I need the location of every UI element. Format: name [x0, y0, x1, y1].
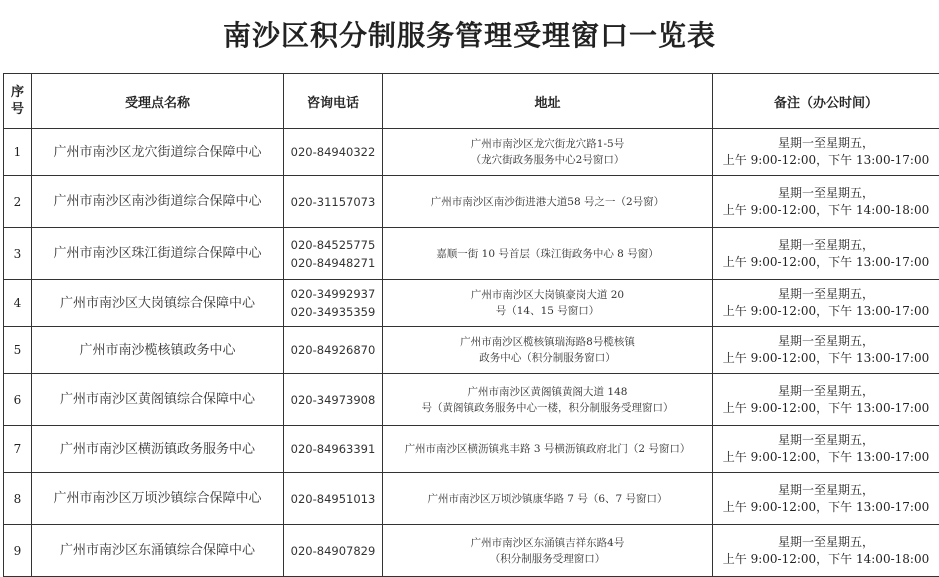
row-address-line: （积分制服务受理窗口）	[385, 551, 710, 567]
row-address-cell	[383, 327, 713, 374]
row-address-cell	[383, 228, 713, 280]
row-address-line: 广州市南沙区南沙街进港大道58 号之一（2号窗）	[385, 194, 710, 210]
row-phone-cell	[284, 374, 383, 426]
row-phone-number: 020-34935359	[286, 303, 380, 321]
row-phone-number: 020-84951013	[286, 490, 380, 508]
table-row	[4, 525, 939, 577]
row-office-hours: 上午 9:00-12:00，下午 13:00-17:00	[715, 254, 937, 271]
row-office-name: 广州市南沙区万顷沙镇综合保障中心	[32, 473, 284, 525]
row-office-hours: 上午 9:00-12:00，下午 14:00-18:00	[715, 551, 937, 568]
row-phone-number: 020-34973908	[286, 391, 380, 409]
row-office-hours-cell	[713, 327, 939, 374]
row-index: 9	[4, 525, 32, 577]
table-row	[4, 426, 939, 473]
row-office-name: 广州市南沙区龙穴街道综合保障中心	[32, 129, 284, 176]
row-index: 4	[4, 280, 32, 327]
row-address-cell	[383, 176, 713, 228]
row-office-hours-cell	[713, 280, 939, 327]
row-office-name: 广州市南沙区东涌镇综合保障中心	[32, 525, 284, 577]
row-office-days: 星期一至星期五，	[715, 432, 937, 449]
row-office-hours: 上午 9:00-12:00，下午 13:00-17:00	[715, 449, 937, 466]
table-header-row	[4, 74, 939, 129]
row-index: 6	[4, 374, 32, 426]
row-phone-number: 020-34992937	[286, 285, 380, 303]
row-address-line: 号（14、15 号窗口）	[385, 303, 710, 319]
row-phone-number: 020-84948271	[286, 254, 380, 272]
row-address-line: 广州市南沙区横沥镇兆丰路 3 号横沥镇政府北门（2 号窗口）	[385, 441, 710, 457]
header-index-line1: 序	[6, 84, 29, 101]
row-address-line: 号（黄阁镇政务服务中心一楼，积分制服务受理窗口）	[385, 400, 710, 416]
service-window-table	[3, 73, 939, 577]
row-phone-number: 020-84926870	[286, 341, 380, 359]
row-office-name: 广州市南沙区珠江街道综合保障中心	[32, 228, 284, 280]
service-window-table-container	[3, 73, 939, 577]
header-phone: 咨询电话	[284, 74, 383, 129]
row-office-days: 星期一至星期五，	[715, 383, 937, 400]
table-row	[4, 280, 939, 327]
row-office-hours-cell	[713, 228, 939, 280]
row-address-line: 广州市南沙区黄阁镇黄阁大道 148	[385, 384, 710, 400]
page-title: 南沙区积分制服务管理受理窗口一览表	[0, 0, 939, 50]
row-phone-cell	[284, 228, 383, 280]
row-address-line: （龙穴街政务服务中心2号窗口）	[385, 152, 710, 168]
row-office-name: 广州市南沙区大岗镇综合保障中心	[32, 280, 284, 327]
row-office-days: 星期一至星期五，	[715, 286, 937, 303]
table-row	[4, 228, 939, 280]
table-body	[4, 129, 939, 577]
row-office-hours-cell	[713, 525, 939, 577]
row-phone-number: 020-84907829	[286, 542, 380, 560]
header-index-line2: 号	[6, 101, 29, 118]
row-index: 3	[4, 228, 32, 280]
row-office-hours-cell	[713, 473, 939, 525]
row-address-cell	[383, 280, 713, 327]
row-phone-number: 020-31157073	[286, 193, 380, 211]
row-index: 1	[4, 129, 32, 176]
row-phone-cell	[284, 129, 383, 176]
row-phone-number: 020-84525775	[286, 236, 380, 254]
row-phone-cell	[284, 426, 383, 473]
row-office-hours: 上午 9:00-12:00，下午 13:00-17:00	[715, 499, 937, 516]
table-row	[4, 176, 939, 228]
row-address-line: 嘉顺一街 10 号首层（珠江街政务中心 8 号窗）	[385, 246, 710, 262]
row-phone-cell	[284, 525, 383, 577]
table-row	[4, 327, 939, 374]
row-phone-cell	[284, 473, 383, 525]
row-office-days: 星期一至星期五，	[715, 185, 937, 202]
row-phone-cell	[284, 327, 383, 374]
row-office-days: 星期一至星期五，	[715, 534, 937, 551]
row-address-cell	[383, 426, 713, 473]
row-office-hours: 上午 9:00-12:00，下午 13:00-17:00	[715, 152, 937, 169]
row-office-days: 星期一至星期五，	[715, 333, 937, 350]
row-office-hours: 上午 9:00-12:00，下午 13:00-17:00	[715, 400, 937, 417]
row-address-cell	[383, 525, 713, 577]
row-office-name: 广州市南沙区横沥镇政务服务中心	[32, 426, 284, 473]
row-address-line: 广州市南沙区万顷沙镇康华路 7 号（6、7 号窗口）	[385, 491, 710, 507]
row-office-days: 星期一至星期五，	[715, 135, 937, 152]
row-address-line: 广州市南沙区榄核镇瑞海路8号榄核镇	[385, 334, 710, 350]
row-phone-number: 020-84963391	[286, 440, 380, 458]
row-office-days: 星期一至星期五，	[715, 482, 937, 499]
row-phone-cell	[284, 280, 383, 327]
row-address-line: 政务中心（积分制服务窗口）	[385, 350, 710, 366]
row-index: 7	[4, 426, 32, 473]
row-office-days: 星期一至星期五，	[715, 237, 937, 254]
row-index: 8	[4, 473, 32, 525]
table-row	[4, 473, 939, 525]
row-address-line: 广州市南沙区大岗镇豪岗大道 20	[385, 287, 710, 303]
row-office-hours: 上午 9:00-12:00，下午 13:00-17:00	[715, 303, 937, 320]
row-address-cell	[383, 473, 713, 525]
row-office-hours: 上午 9:00-12:00，下午 14:00-18:00	[715, 202, 937, 219]
row-index: 2	[4, 176, 32, 228]
row-office-hours-cell	[713, 426, 939, 473]
row-office-hours-cell	[713, 176, 939, 228]
row-address-cell	[383, 129, 713, 176]
row-office-hours: 上午 9:00-12:00，下午 13:00-17:00	[715, 350, 937, 367]
table-row	[4, 374, 939, 426]
table-row	[4, 129, 939, 176]
header-name: 受理点名称	[32, 74, 284, 129]
row-office-name: 广州市南沙区南沙街道综合保障中心	[32, 176, 284, 228]
row-office-name: 广州市南沙区黄阁镇综合保障中心	[32, 374, 284, 426]
row-office-name: 广州市南沙榄核镇政务中心	[32, 327, 284, 374]
header-index	[4, 74, 32, 129]
row-index: 5	[4, 327, 32, 374]
header-address: 地址	[383, 74, 713, 129]
row-address-cell	[383, 374, 713, 426]
row-office-hours-cell	[713, 374, 939, 426]
row-address-line: 广州市南沙区龙穴街龙穴路1-5号	[385, 136, 710, 152]
row-office-hours-cell	[713, 129, 939, 176]
row-phone-cell	[284, 176, 383, 228]
row-address-line: 广州市南沙区东涌镇吉祥东路4号	[385, 535, 710, 551]
header-note: 备注（办公时间）	[713, 74, 939, 129]
row-phone-number: 020-84940322	[286, 143, 380, 161]
